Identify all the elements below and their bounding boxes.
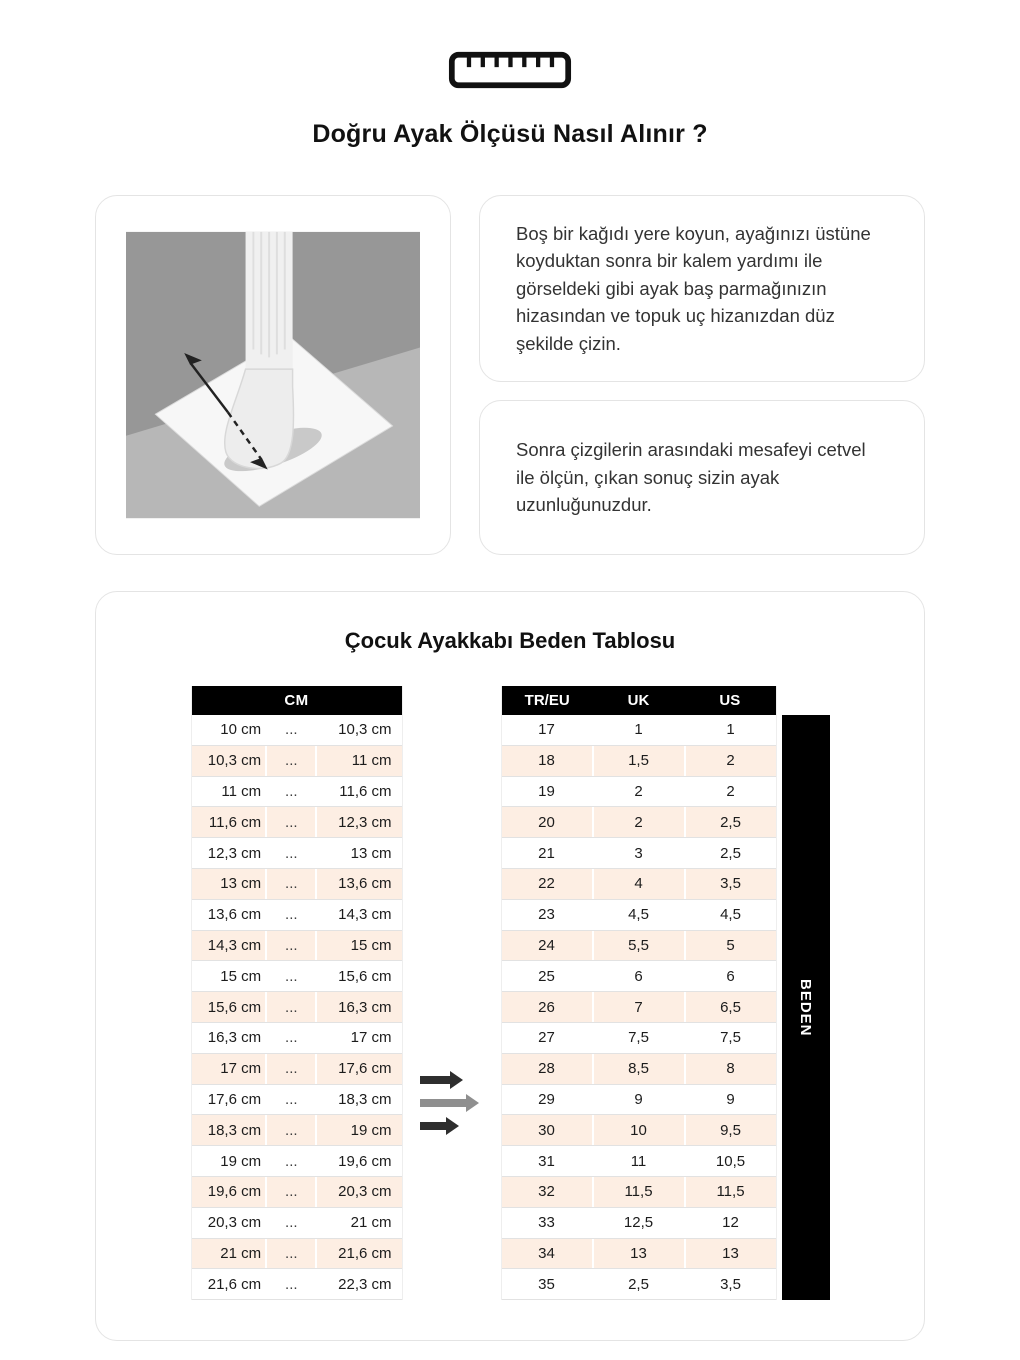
table-cell: 29 [502, 1085, 594, 1115]
table-cell: 21 [502, 838, 594, 868]
table-row [502, 1269, 776, 1300]
table-cell: 13,6 cm [338, 875, 392, 893]
table-cell: 12,3 cm [338, 813, 392, 831]
table-row [192, 807, 402, 838]
table-cell: 16,3 cm [192, 1023, 268, 1053]
table-cell: 31 [502, 1146, 594, 1176]
table-row [192, 1054, 402, 1085]
table-cell: 27 [502, 1023, 594, 1053]
table-cell: 7 [594, 992, 686, 1022]
table-cell: 19,6 cm [338, 1152, 392, 1170]
size-table-header-us: US [719, 692, 741, 709]
table-cell: 11,5 [594, 1177, 686, 1207]
table-row [502, 992, 776, 1023]
transfer-arrows-icon [403, 1070, 501, 1136]
table-cell: ... [267, 992, 317, 1022]
table-cell: 34 [502, 1239, 594, 1269]
table-cell: 4,5 [720, 906, 741, 924]
table-cell: ... [267, 838, 317, 868]
size-table-header [502, 686, 776, 715]
table-cell: 13 [722, 1244, 739, 1262]
table-cell: 2,5 [720, 844, 741, 862]
size-chart-tables [116, 686, 904, 1300]
table-cell: 20,3 cm [338, 1183, 392, 1201]
table-row [192, 900, 402, 931]
table-cell: 12 [722, 1214, 739, 1232]
table-cell: 17 [502, 715, 594, 745]
table-cell: 8,5 [594, 1054, 686, 1084]
table-cell: ... [267, 715, 317, 745]
table-row [192, 992, 402, 1023]
table-row [192, 1269, 402, 1300]
table-cell: 13 [594, 1239, 686, 1269]
table-cell: ... [267, 869, 317, 899]
table-cell: ... [267, 1115, 317, 1145]
table-cell: 4 [594, 869, 686, 899]
table-row [192, 715, 402, 746]
table-cell: 5,5 [594, 931, 686, 961]
cm-table-body [192, 715, 402, 1300]
table-cell: 28 [502, 1054, 594, 1084]
instruction-text-1: Boş bir kağıdı yere koyun, ayağınızı üstüne koyduktan sonra bir kalem yardımı ile görseldeki gibi ayak baş parmağınızın hizasından ve topuk uç hizanızdan düz şekilde çizin. [516, 223, 871, 354]
size-chart-card [95, 591, 925, 1341]
table-row [502, 931, 776, 962]
table-row [502, 1085, 776, 1116]
table-row [192, 777, 402, 808]
table-row [502, 777, 776, 808]
table-cell: 12,5 [594, 1208, 686, 1238]
table-cell: 10,3 cm [192, 746, 268, 776]
table-cell: 26 [502, 992, 594, 1022]
table-cell: 9 [594, 1085, 686, 1115]
table-cell: 14,3 cm [192, 931, 268, 961]
table-row [502, 961, 776, 992]
table-cell: 10,3 cm [338, 721, 392, 739]
table-cell: ... [267, 1269, 317, 1299]
size-chart-title: Çocuk Ayakkabı Beden Tablosu [344, 628, 676, 653]
table-cell: 17,6 cm [192, 1085, 268, 1115]
table-cell: 17 cm [192, 1054, 268, 1084]
size-table-header-tr-eu: TR/EU [524, 692, 570, 709]
table-cell: 1,5 [594, 746, 686, 776]
table-cell: ... [267, 900, 317, 930]
table-cell: 15 cm [350, 936, 392, 954]
table-row [192, 1239, 402, 1270]
table-row [502, 1208, 776, 1239]
table-cell: 18,3 cm [192, 1115, 268, 1145]
table-cell: ... [267, 1177, 317, 1207]
table-cell: 2,5 [594, 1269, 686, 1299]
table-cell: 2 [594, 777, 686, 807]
table-cell: ... [267, 931, 317, 961]
table-cell: 25 [502, 961, 594, 991]
table-cell: 15 cm [192, 961, 268, 991]
instruction-steps [479, 195, 925, 555]
table-cell: 22,3 cm [338, 1275, 392, 1293]
table-cell: 7,5 [594, 1023, 686, 1053]
table-cell: 30 [502, 1115, 594, 1145]
table-cell: 15,6 cm [192, 992, 268, 1022]
table-cell: ... [267, 1023, 317, 1053]
table-cell: 2 [726, 782, 735, 800]
table-cell: 14,3 cm [338, 906, 392, 924]
cm-table [191, 686, 403, 1300]
table-cell: ... [267, 746, 317, 776]
table-cell: 19,6 cm [192, 1177, 268, 1207]
table-cell: 20,3 cm [192, 1208, 268, 1238]
table-cell: 17,6 cm [338, 1060, 392, 1078]
page-title: Doğru Ayak Ölçüsü Nasıl Alınır ? [312, 120, 708, 148]
table-cell: ... [267, 1208, 317, 1238]
table-cell: 11,5 [716, 1183, 745, 1201]
how-to-measure-section [95, 195, 925, 555]
table-cell: 12,3 cm [192, 838, 268, 868]
table-cell: ... [267, 1085, 317, 1115]
table-cell: 33 [502, 1208, 594, 1238]
table-cell: 7,5 [720, 1029, 741, 1047]
table-cell: 11 cm [192, 777, 268, 807]
table-row [502, 715, 776, 746]
table-cell: 21 cm [350, 1214, 392, 1232]
table-cell: 3,5 [720, 1275, 741, 1293]
table-row [192, 931, 402, 962]
table-cell: ... [267, 1054, 317, 1084]
size-table-header-uk: UK [627, 692, 650, 709]
table-cell: 11,6 cm [339, 782, 392, 800]
table-row [502, 746, 776, 777]
table-row [502, 1239, 776, 1270]
table-row [502, 807, 776, 838]
table-cell: 10 [594, 1115, 686, 1145]
table-row [192, 1023, 402, 1054]
size-table-body [502, 715, 776, 1300]
table-cell: 20 [502, 807, 594, 837]
table-cell: 17 cm [350, 1029, 392, 1047]
table-cell: ... [267, 961, 317, 991]
table-cell: 24 [502, 931, 594, 961]
instruction-card-1 [479, 195, 925, 382]
instruction-card-2 [479, 400, 925, 555]
table-cell: 19 cm [192, 1146, 268, 1176]
table-cell: 35 [502, 1269, 594, 1299]
table-cell: 21,6 cm [192, 1269, 268, 1299]
table-cell: 8 [726, 1060, 735, 1078]
table-cell: 6 [726, 967, 735, 985]
table-row [192, 838, 402, 869]
table-row [502, 838, 776, 869]
table-cell: 1 [726, 721, 735, 739]
table-row [192, 1208, 402, 1239]
table-cell: ... [267, 777, 317, 807]
table-cell: ... [267, 1239, 317, 1269]
size-table [501, 686, 777, 1300]
table-row [502, 1023, 776, 1054]
table-cell: 21 cm [192, 1239, 268, 1269]
table-cell: 15,6 cm [338, 967, 392, 985]
table-cell: 2,5 [720, 813, 741, 831]
table-cell: 6 [594, 961, 686, 991]
photo-card [95, 195, 451, 555]
table-row [502, 1054, 776, 1085]
table-cell: 11 cm [351, 752, 392, 770]
table-row [502, 869, 776, 900]
table-cell: 19 [502, 777, 594, 807]
international-size-group [501, 686, 830, 1300]
table-row [192, 961, 402, 992]
table-cell: 2 [594, 807, 686, 837]
table-cell: 13 cm [350, 844, 392, 862]
table-row [502, 1177, 776, 1208]
instruction-text-2: Sonra çizgilerin arasındaki mesafeyi cetvel ile ölçün, çıkan sonuç sizin ayak uzunluğunuzdur. [516, 439, 866, 516]
table-cell: 1 [594, 715, 686, 745]
table-row [192, 1085, 402, 1116]
table-cell: 5 [726, 936, 735, 954]
table-cell: 22 [502, 869, 594, 899]
table-row [192, 1177, 402, 1208]
table-cell: ... [267, 1146, 317, 1176]
table-cell: 4,5 [594, 900, 686, 930]
table-cell: ... [267, 807, 317, 837]
table-cell: 2 [726, 752, 735, 770]
table-cell: 9,5 [720, 1121, 741, 1139]
table-row [502, 1146, 776, 1177]
table-cell: 21,6 cm [338, 1244, 392, 1262]
table-cell: 10 cm [192, 715, 268, 745]
table-row [192, 746, 402, 777]
table-row [502, 900, 776, 931]
table-cell: 3,5 [720, 875, 741, 893]
cm-table-header: CM [192, 686, 402, 715]
table-row [192, 869, 402, 900]
table-cell: 18,3 cm [338, 1090, 392, 1108]
table-cell: 11 [594, 1146, 686, 1176]
table-cell: 13,6 cm [192, 900, 268, 930]
table-cell: 23 [502, 900, 594, 930]
table-row [502, 1115, 776, 1146]
table-cell: 11,6 cm [192, 807, 268, 837]
table-cell: 19 cm [350, 1121, 392, 1139]
table-cell: 13 cm [192, 869, 268, 899]
table-cell: 10,5 [715, 1152, 746, 1170]
beden-label: BEDEN [797, 978, 814, 1037]
table-row [192, 1146, 402, 1177]
beden-side-bar [782, 715, 830, 1300]
ruler-icon [0, 50, 1020, 90]
table-cell: 9 [726, 1090, 735, 1108]
table-cell: 32 [502, 1177, 594, 1207]
table-row [192, 1115, 402, 1146]
table-cell: 3 [594, 838, 686, 868]
foot-measurement-photo [126, 226, 420, 524]
table-cell: 6,5 [720, 998, 741, 1016]
table-cell: 18 [502, 746, 594, 776]
table-cell: 16,3 cm [338, 998, 392, 1016]
